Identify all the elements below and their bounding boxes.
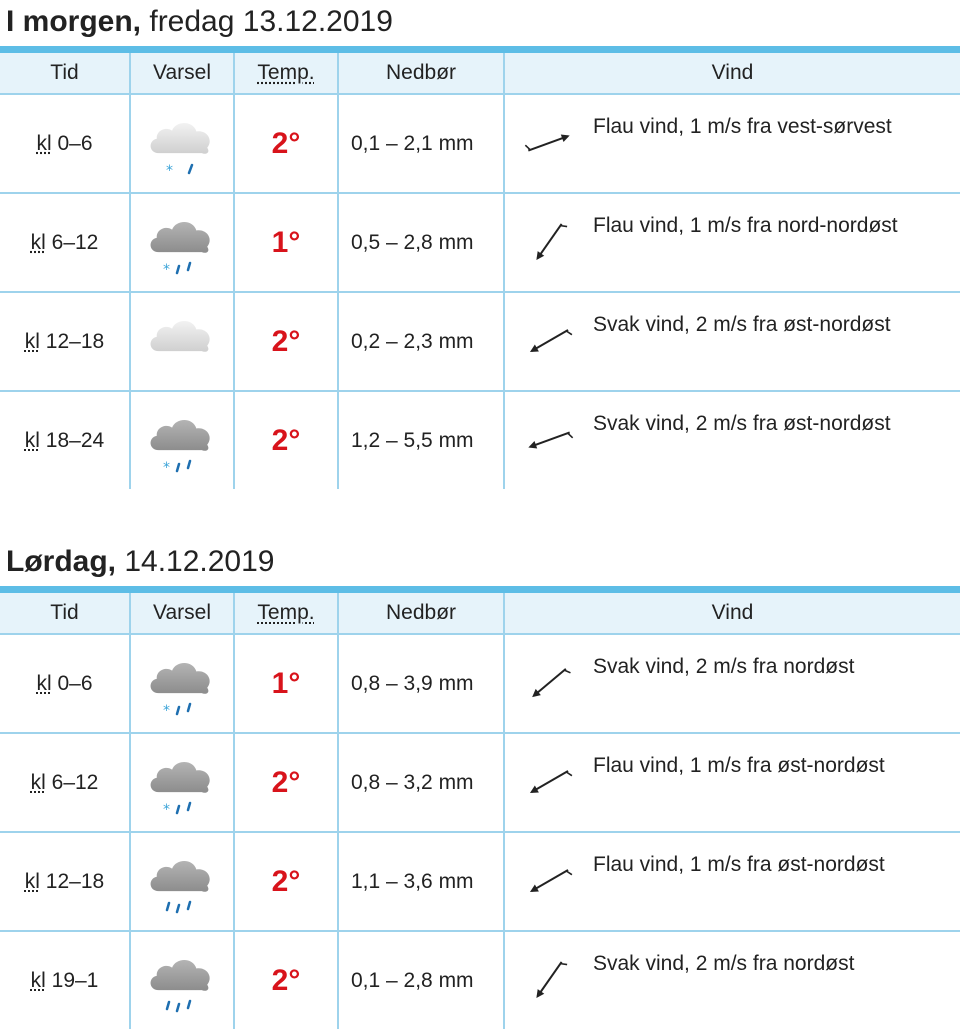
forecast-row [0,931,960,1029]
wind-cell [504,733,960,832]
cloud-rain-icon [144,869,220,892]
time-period: 18–24 [45,428,105,452]
svg-text:*: * [163,801,170,816]
time-period: 12–18 [45,329,105,353]
wind-description: Flau vind, 1 m/s fra øst-nordøst [593,754,885,777]
column-header-vind: Vind [504,53,960,94]
temperature: 1° [234,634,338,733]
wind-cell [504,832,960,931]
precipitation: 0,5 – 2,8 mm [338,193,504,292]
day-date: fredag 13.12.2019 [149,5,393,38]
day-heading [0,540,960,586]
accent-bar [0,586,960,593]
kl-abbr[interactable]: kl [24,869,40,893]
wind-cell [504,931,960,1029]
temperature: 2° [234,292,338,391]
wind-description: Svak vind, 2 m/s fra øst-nordøst [593,412,891,435]
forecast-row [0,634,960,733]
svg-text:*: * [163,702,170,717]
column-header-varsel: Varsel [130,53,234,94]
column-header-varsel: Varsel [130,593,234,634]
precipitation: 0,8 – 3,2 mm [338,733,504,832]
weather-symbol-cell [130,931,234,1029]
wind-description: Svak vind, 2 m/s fra øst-nordøst [593,313,891,336]
day-section-2 [0,540,960,1029]
time-period: 0–6 [57,131,93,155]
column-header-nedbor: Nedbør [338,593,504,634]
precipitation: 1,1 – 3,6 mm [338,832,504,931]
precipitation: 1,2 – 5,5 mm [338,391,504,489]
day-heading [0,0,960,46]
column-header-nedbor: Nedbør [338,53,504,94]
time-period: 6–12 [51,770,99,794]
kl-abbr[interactable]: kl [30,230,46,254]
table-header-row [0,593,960,634]
temp-abbr[interactable]: Temp. [257,61,315,84]
temperature: 2° [234,832,338,931]
light-cloud-sleet-icon [144,131,220,177]
wind-cell [504,634,960,733]
accent-bar [0,46,960,53]
weather-symbol-cell [130,391,234,489]
precipitation: 0,8 – 3,9 mm [338,634,504,733]
precipitation: 0,1 – 2,1 mm [338,94,504,193]
column-header-temp[interactable] [234,593,338,634]
day-date: 14.12.2019 [124,545,275,578]
weather-symbol-cell [130,193,234,292]
cloud-sleet-icon [144,770,220,816]
time-period-cell [0,832,130,931]
cloud-rain-icon [144,968,220,991]
time-period-cell [0,733,130,832]
forecast-row [0,832,960,931]
temperature: 2° [234,94,338,193]
temperature: 2° [234,391,338,489]
wind-cell [504,193,960,292]
kl-abbr[interactable]: kl [30,968,46,992]
kl-abbr[interactable]: kl [24,428,40,452]
svg-text:*: * [163,459,170,474]
svg-text:*: * [166,162,173,177]
weather-symbol-cell [130,634,234,733]
weather-symbol-cell [130,94,234,193]
light-cloud-icon [144,329,220,352]
cloud-sleet-icon [144,671,220,717]
temp-abbr[interactable]: Temp. [257,601,315,624]
svg-text:*: * [163,261,170,276]
wind-description: Svak vind, 2 m/s fra nordøst [593,655,855,678]
time-period-cell [0,931,130,1029]
weather-symbol-cell [130,733,234,832]
wind-cell [504,391,960,489]
table-header-row [0,53,960,94]
precipitation: 0,2 – 2,3 mm [338,292,504,391]
kl-abbr[interactable]: kl [36,131,52,155]
forecast-row [0,292,960,391]
kl-abbr[interactable]: kl [36,671,52,695]
forecast-table [0,53,960,489]
time-period-cell [0,193,130,292]
weather-symbol-cell [130,832,234,931]
time-period: 0–6 [57,671,93,695]
forecast-row [0,391,960,489]
column-header-temp[interactable] [234,53,338,94]
column-header-tid: Tid [0,593,130,634]
time-period: 6–12 [51,230,99,254]
precipitation: 0,1 – 2,8 mm [338,931,504,1029]
forecast-table [0,593,960,1029]
kl-abbr[interactable]: kl [30,770,46,794]
wind-cell [504,292,960,391]
wind-description: Flau vind, 1 m/s fra nord-nordøst [593,214,898,237]
temperature: 2° [234,733,338,832]
time-period-cell [0,292,130,391]
time-period: 19–1 [51,968,99,992]
cloud-sleet-icon [144,428,220,474]
wind-description: Flau vind, 1 m/s fra øst-nordøst [593,853,885,876]
forecast-row [0,733,960,832]
time-period-cell [0,391,130,489]
day-title: I morgen, [6,5,142,38]
wind-description: Flau vind, 1 m/s fra vest-sørvest [593,115,892,138]
time-period-cell [0,634,130,733]
kl-abbr[interactable]: kl [24,329,40,353]
forecast-row [0,94,960,193]
forecast-row [0,193,960,292]
day-section-1 [0,0,960,489]
time-period-cell [0,94,130,193]
wind-cell [504,94,960,193]
weather-symbol-cell [130,292,234,391]
column-header-vind: Vind [504,593,960,634]
temperature: 1° [234,193,338,292]
column-header-tid: Tid [0,53,130,94]
wind-description: Svak vind, 2 m/s fra nordøst [593,952,855,975]
cloud-sleet-icon [144,230,220,276]
time-period: 12–18 [45,869,105,893]
temperature: 2° [234,931,338,1029]
day-title: Lørdag, [6,545,116,578]
